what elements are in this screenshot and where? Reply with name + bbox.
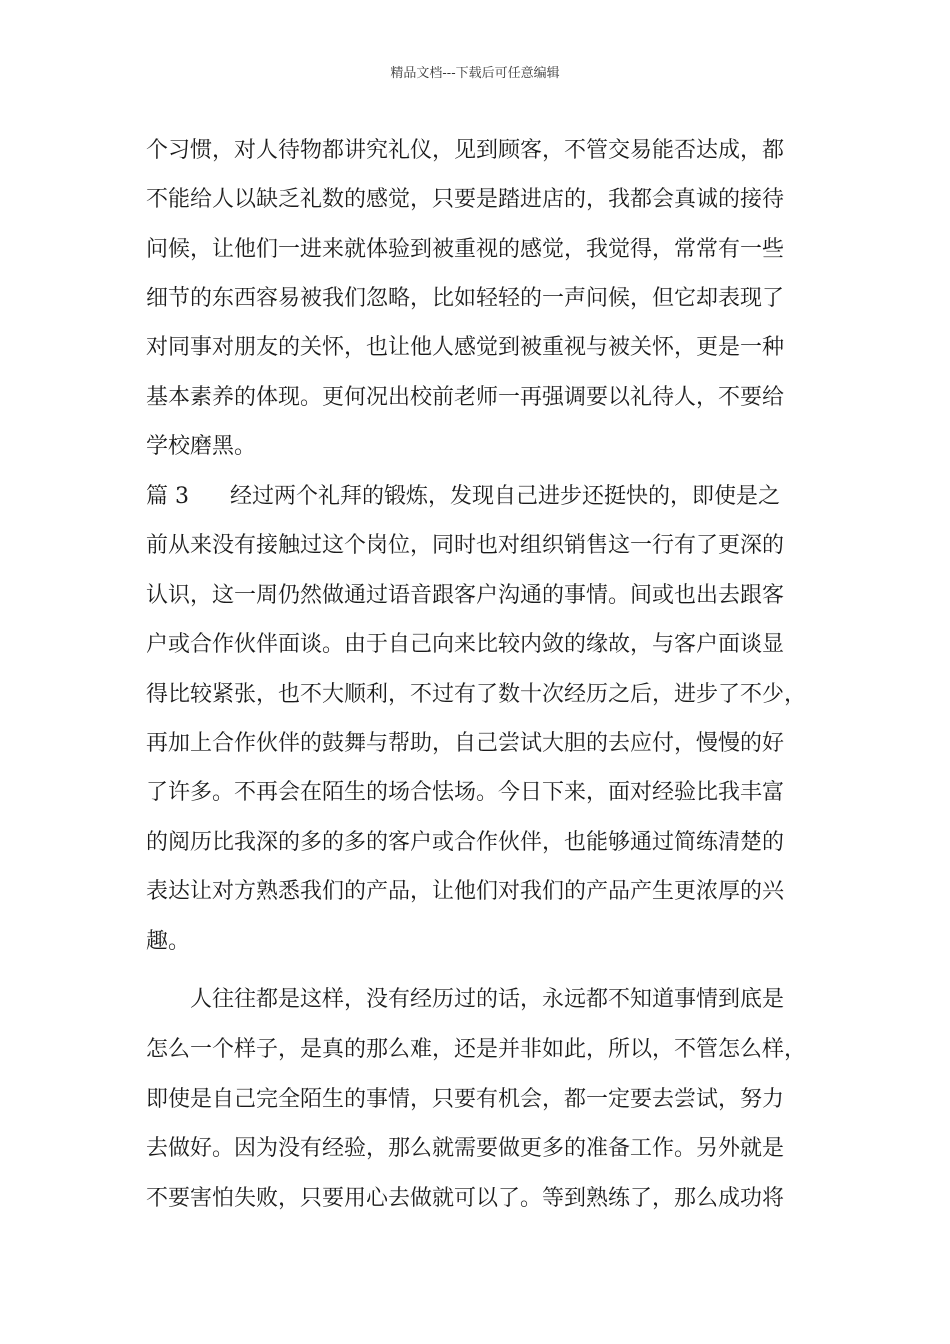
body-line: 再加上合作伙伴的鼓舞与帮助，自己尝试大胆的去应付，慢慢的好: [146, 731, 785, 756]
body-line: 不能给人以缺乏礼数的感觉，只要是踏进店的，我都会真诚的接待: [146, 187, 785, 212]
body-line: 怎么一个样子，是真的那么难，还是并非如此，所以，不管怎么样，: [146, 1037, 807, 1062]
body-line: 对同事对朋友的关怀，也让他人感觉到被重视与被关怀，更是一种: [146, 335, 785, 360]
page-header: 精品文档---下载后可任意编辑: [390, 66, 560, 81]
body-line: 细节的东西容易被我们忽略，比如轻轻的一声问候，但它却表现了: [146, 286, 785, 311]
body-line: 学校磨黑。: [146, 434, 257, 459]
body-line: 问候，让他们一进来就体验到被重视的感觉，我觉得，常常有一些: [146, 237, 785, 262]
section-first-line: 经过两个礼拜的锻炼，发现自己进步还挺快的，即使是之: [230, 484, 781, 509]
body-line: 表达让对方熟悉我们的产品，让他们对我们的产品产生更浓厚的兴: [146, 879, 785, 904]
paragraph-first-line: 人往往都是这样，没有经历过的话，永远都不知道事情到底是: [190, 987, 785, 1012]
body-line: 基本素养的体现。更何况出校前老师一再强调要以礼待人，不要给: [146, 385, 785, 410]
body-line: 个习惯，对人待物都讲究礼仪，见到顾客，不管交易能否达成，都: [146, 138, 785, 163]
body-line: 了许多。不再会在陌生的场合怯场。今日下来，面对经验比我丰富: [146, 780, 785, 805]
body-line: 得比较紧张，也不大顺利，不过有了数十次经历之后，进步了不少，: [146, 682, 807, 707]
body-line: 趣。: [146, 929, 191, 954]
body-line: 前从来没有接触过这个岗位，同时也对组织销售这一行有了更深的: [146, 533, 785, 558]
body-line: 不要害怕失败，只要用心去做就可以了。等到熟练了，那么成功将: [146, 1186, 785, 1211]
body-line: 即使是自己完全陌生的事情，只要有机会，都一定要去尝试，努力: [146, 1087, 785, 1112]
body-line: 户或合作伙伴面谈。由于自己向来比较内敛的缘故，与客户面谈显: [146, 632, 785, 657]
section-label: 篇 3: [146, 484, 189, 509]
body-line: 去做好。因为没有经验，那么就需要做更多的准备工作。另外就是: [146, 1136, 785, 1161]
body-line: 的阅历比我深的多的多的客户或合作伙伴，也能够通过简练清楚的: [146, 830, 785, 855]
body-line: 认识，这一周仍然做通过语音跟客户沟通的事情。间或也出去跟客: [146, 583, 785, 608]
